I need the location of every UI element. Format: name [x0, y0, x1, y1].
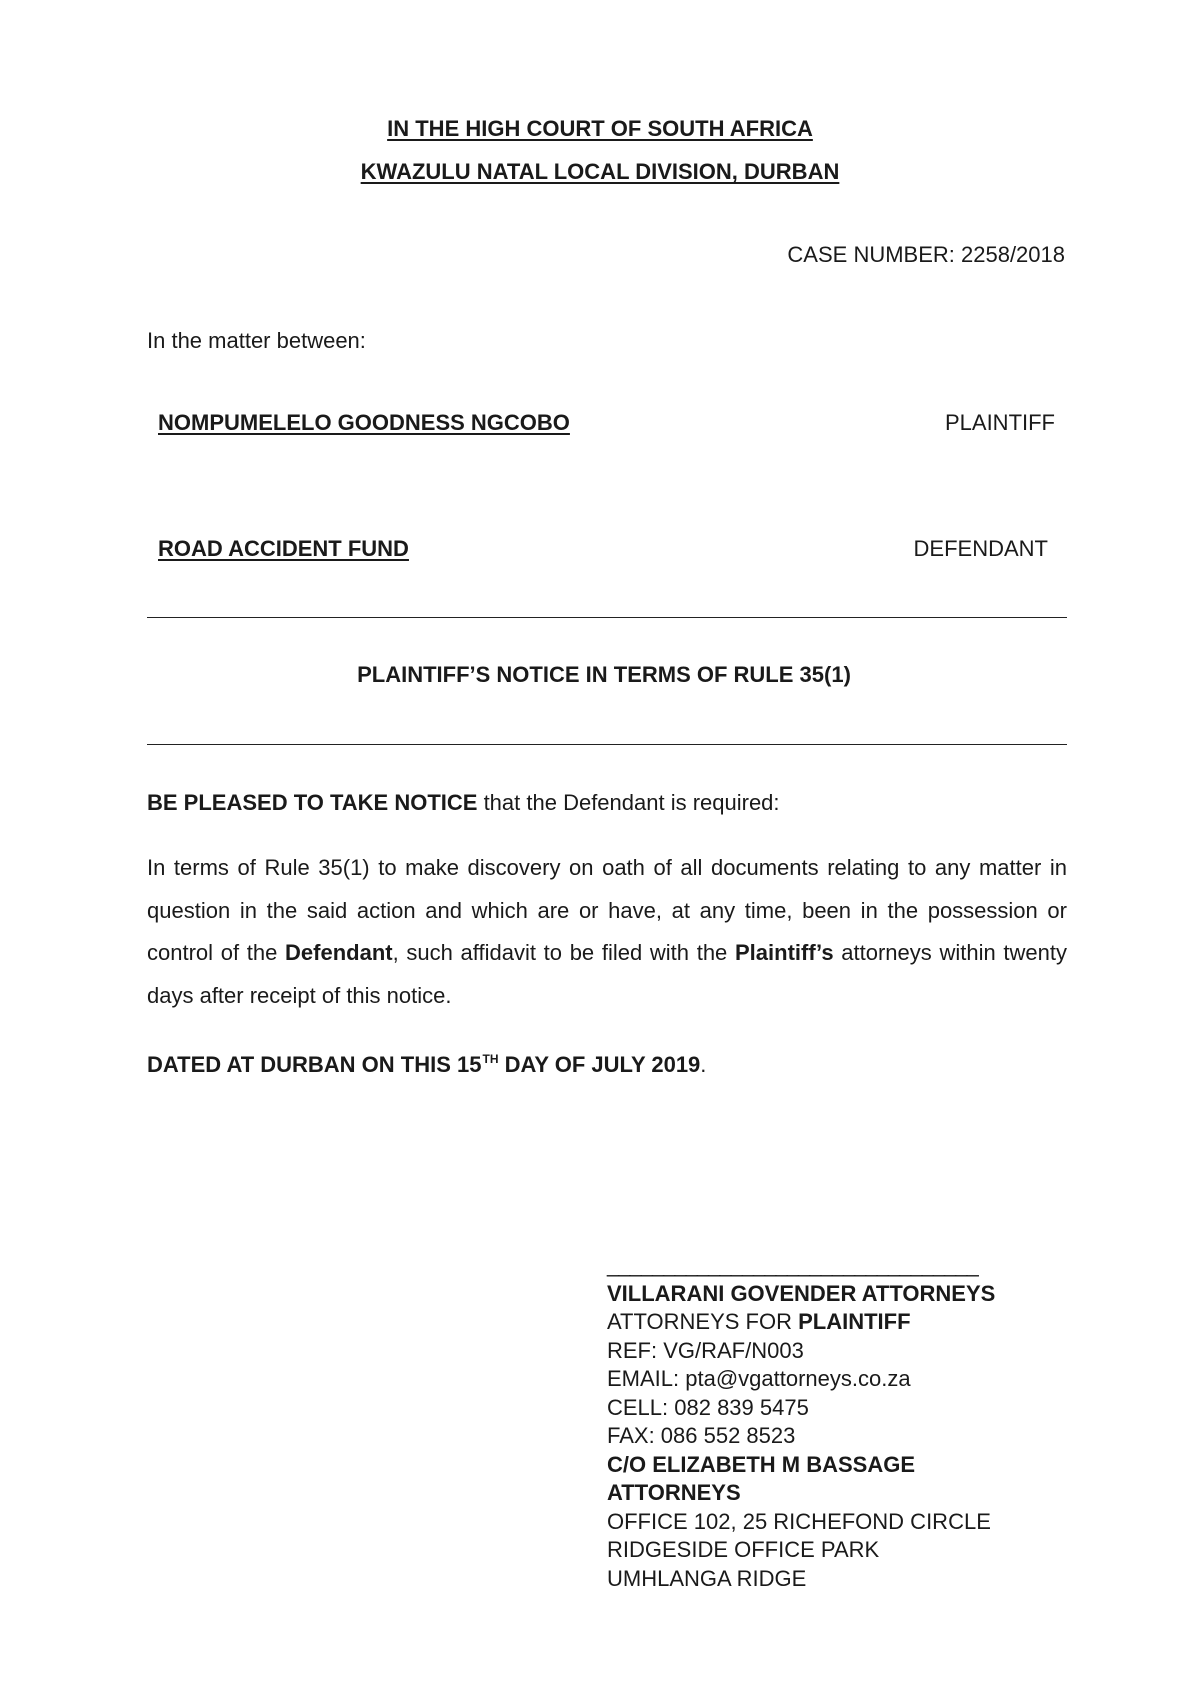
firm-name: VILLARANI GOVENDER ATTORNEYS	[607, 1280, 996, 1306]
attorneys-for-party: PLAINTIFF	[798, 1309, 911, 1334]
dated-prefix: DATED AT DURBAN ON THIS 15	[147, 1052, 482, 1077]
notice-intro-rest: that the Defendant is required:	[477, 790, 780, 815]
body-part3: attorneys within twenty days after receipt of this notice.	[147, 940, 1067, 1008]
body-defendant: Defendant	[285, 940, 393, 965]
dated-suffix: DAY OF JULY 2019	[498, 1052, 701, 1077]
court-division: KWAZULU NATAL LOCAL DIVISION, DURBAN	[360, 159, 840, 184]
plaintiff-role: PLAINTIFF	[944, 410, 1055, 435]
signature-line: _________________________________	[607, 1252, 978, 1277]
dated-line	[147, 1052, 706, 1078]
care-of-line2: ATTORNEYS	[607, 1480, 741, 1505]
attorneys-for-prefix: ATTORNEYS FOR	[607, 1309, 799, 1334]
plaintiff-name: NOMPUMELELO GOODNESS NGCOBO	[158, 410, 570, 435]
address-line2: RIDGESIDE OFFICE PARK	[607, 1537, 880, 1562]
dated-ordinal: TH	[482, 1052, 499, 1066]
matter-intro: In the matter between:	[147, 328, 366, 353]
top-divider	[147, 617, 1067, 618]
attorneys-for	[607, 1308, 995, 1337]
signature-block	[607, 1251, 995, 1593]
notice-intro	[147, 790, 780, 816]
address-line1: OFFICE 102, 25 RICHEFOND CIRCLE	[607, 1508, 991, 1534]
email: EMAIL: pta@vgattorneys.co.za	[607, 1366, 911, 1391]
bottom-divider	[147, 744, 1067, 745]
case-number: CASE NUMBER: 2258/2018	[787, 242, 1065, 267]
notice-title: PLAINTIFF’S NOTICE IN TERMS OF RULE 35(1)	[357, 662, 851, 687]
defendant-name: ROAD ACCIDENT FUND	[158, 536, 409, 561]
defendant-role: DEFENDANT	[913, 536, 1048, 561]
cell: CELL: 082 839 5475	[607, 1394, 809, 1420]
court-heading: IN THE HIGH COURT OF SOUTH AFRICA	[387, 116, 813, 141]
care-of-line1: C/O ELIZABETH M BASSAGE	[607, 1451, 916, 1477]
notice-body	[147, 847, 1067, 1017]
reference: REF: VG/RAF/N003	[607, 1337, 804, 1363]
body-plaintiffs: Plaintiff’s	[735, 940, 834, 965]
fax: FAX: 086 552 8523	[607, 1423, 796, 1448]
body-part1: In terms of Rule 35(1) to make discovery on oath of all documents relating to any matter in question in the said action and which are or have, at any time, been in the possession or control of the	[147, 855, 1067, 965]
body-part2: , such affidavit to be filed with the	[392, 940, 735, 965]
address-line3: UMHLANGA RIDGE	[607, 1565, 807, 1591]
notice-intro-bold: BE PLEASED TO TAKE NOTICE	[147, 790, 478, 815]
dated-period: .	[700, 1052, 707, 1077]
